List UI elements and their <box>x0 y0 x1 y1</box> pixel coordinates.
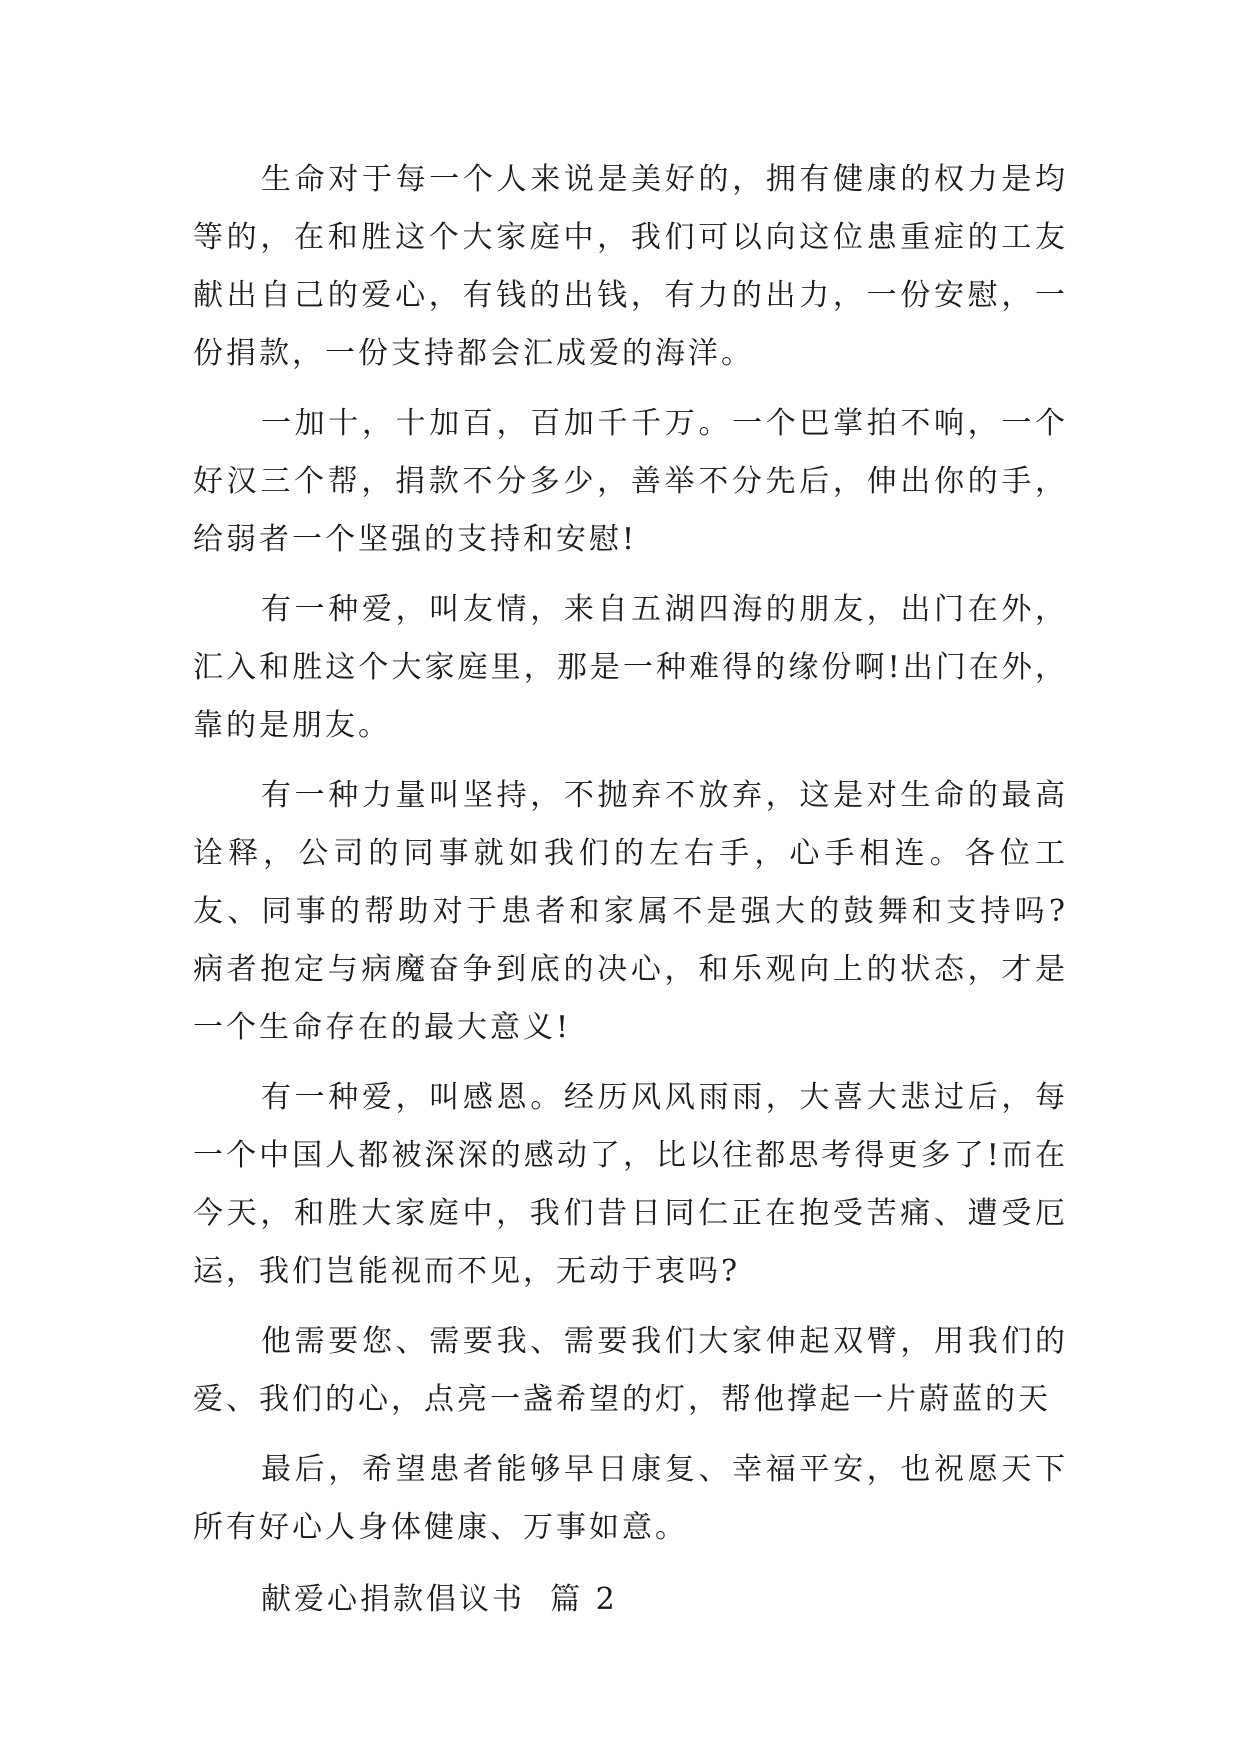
paragraph-6: 他需要您、需要我、需要我们大家伸起双臂，用我们的爱、我们的心，点亮一盏希望的灯，帮他撑起一片蔚蓝的天 <box>193 1324 1068 1417</box>
paragraph-4: 有一种力量叫坚持，不抛弃不放弃，这是对生命的最高诠释，公司的同事就如我们的左右手，心手相连。各位工友、同事的帮助对于患者和家属不是强大的鼓舞和支持吗?病者抱定与病魔奋争到底的决心，和乐观向上的状态，才是一个生命存在的最大意义! <box>193 778 1068 1045</box>
paragraph-3: 有一种爱，叫友情，来自五湖四海的朋友，出门在外，汇入和胜这个大家庭里，那是一种难得的缘份啊!出门在外，靠的是朋友。 <box>193 592 1068 743</box>
document-body <box>193 151 1068 1629</box>
paragraph-2: 一加十，十加百，百加千千万。一个巴掌拍不响，一个好汉三个帮，捐款不分多少，善举不分先后，伸出你的手，给弱者一个坚强的支持和安慰! <box>193 406 1068 557</box>
paragraph-7: 最后，希望患者能够早日康复、幸福平安，也祝愿天下所有好心人身体健康、万事如意。 <box>193 1452 1068 1545</box>
paragraph-1: 生命对于每一个人来说是美好的，拥有健康的权力是均等的，在和胜这个大家庭中，我们可以向这位患重症的工友献出自己的爱心，有钱的出钱，有力的出力，一份安慰，一份捐款，一份支持都会汇成爱的海洋。 <box>193 162 1068 371</box>
section-heading: 献爱心捐款倡议书 篇 2 <box>261 1582 618 1617</box>
paragraph-5: 有一种爱，叫感恩。经历风风雨雨，大喜大悲过后，每一个中国人都被深深的感动了，比以往都思考得更多了!而在今天，和胜大家庭中，我们昔日同仁正在抱受苦痛、遭受厄运，我们岂能视而不见，无动于衷吗? <box>193 1080 1068 1289</box>
